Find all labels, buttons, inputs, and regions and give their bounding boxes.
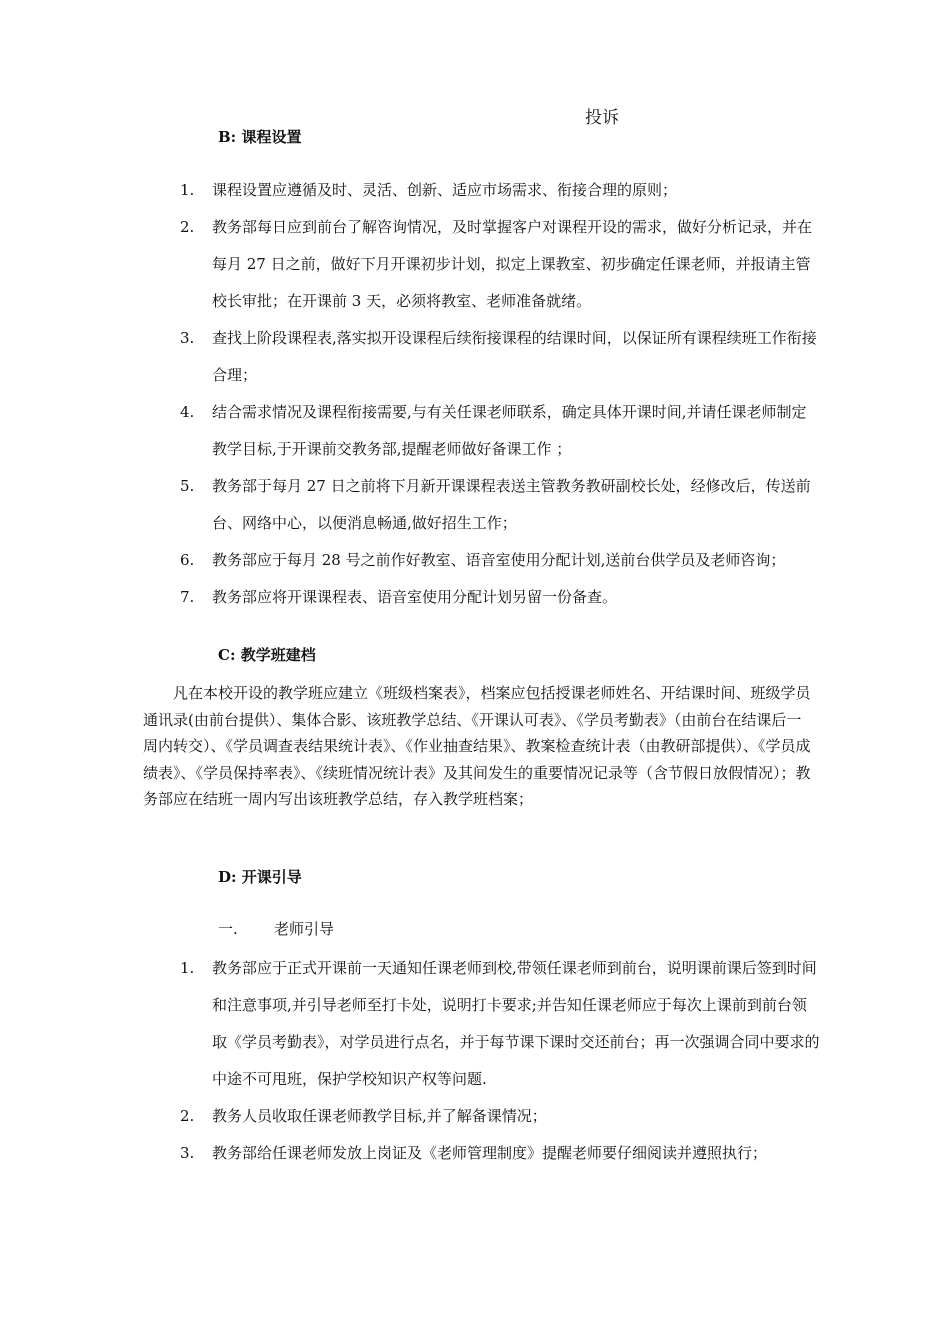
list-text: 课程设置应遵循及时、灵活、创新、适应市场需求、衔接合理的原则； [212, 181, 678, 199]
list-text: 结合需求情况及课程衔接需要,与有关任课老师联系，确定具体开课时间,并请任课老师制定教学目标,于开课前交教务部,提醒老师做好备课工作 ； [212, 403, 807, 458]
list-text: 教务部应于每月 28 号之前作好教室、语音室使用分配计划,送前台供学员及老师咨询； [212, 551, 786, 569]
list-text: 教务部应将开课课程表、语音室使用分配计划另留一份备查。 [212, 588, 618, 606]
section-d-list [180, 950, 820, 1172]
subsection-number: 一. [218, 920, 238, 938]
list-item [180, 950, 820, 1098]
list-number: 1. [180, 181, 195, 199]
list-number: 1. [180, 959, 195, 977]
list-item [180, 542, 820, 579]
section-b-list [180, 172, 820, 616]
list-number: 3. [180, 1144, 195, 1162]
list-item [180, 172, 820, 209]
list-number: 2. [180, 1107, 195, 1125]
list-number: 4. [180, 403, 195, 421]
list-text: 查找上阶段课程表,落实拟开设课程后续衔接课程的结课时间，以保证所有课程续班工作衔接合理； [212, 329, 817, 384]
subsection-title: 老师引导 [274, 920, 335, 938]
section-d-heading: D: 开课引导 [218, 868, 302, 886]
list-text: 教务部给任课老师发放上岗证及《老师管理制度》提醒老师要仔细阅读并遵照执行； [212, 1144, 768, 1162]
section-b-heading: B: 课程设置 [218, 128, 302, 146]
list-number: 2. [180, 218, 195, 236]
list-item [180, 468, 820, 542]
list-item [180, 209, 820, 320]
list-number: 3. [180, 329, 195, 347]
list-item [180, 320, 820, 394]
list-text: 教务部每日应到前台了解咨询情况，及时掌握客户对课程开设的需求，做好分析记录，并在每月 27 日之前，做好下月开课初步计划，拟定上课教室、初步确定任课老师，并报请主管校长审批；在开课前 3 天，必须将教室、老师准备就绪。 [212, 218, 813, 310]
list-text: 教务部于每月 27 日之前将下月新开课课程表送主管教务教研副校长处，经修改后，传送前台、网络中心，以便消息畅通,做好招生工作； [212, 477, 811, 532]
page-title: 投诉 [585, 108, 619, 128]
section-c-heading: C: 教学班建档 [218, 646, 316, 664]
list-text: 教务人员收取任课老师教学目标,并了解备课情况； [212, 1107, 547, 1125]
section-c-paragraph: 凡在本校开设的教学班应建立《班级档案表》，档案应包括授课老师姓名、开结课时间、班级学员通讯录(由前台提供）、集体合影、该班教学总结、《开课认可表》、《学员考勤表》（由前台在结课后一周内转交）、《学员调查表结果统计表》、《作业抽查结果》、教案检查统计表（由教研部提供）、《学员成绩表》、《学员保持率表》、《续班情况统计表》及其间发生的重要情况记录等（含节假日放假情况）；教务部应在结班一周内写出该班教学总结，存入教学班档案； [143, 684, 811, 808]
list-item [180, 394, 820, 468]
list-item [180, 1135, 820, 1172]
list-item [180, 579, 820, 616]
subsection-heading [218, 918, 334, 939]
list-item [180, 1098, 820, 1135]
list-number: 6. [180, 551, 195, 569]
list-text: 教务部应于正式开课前一天通知任课老师到校,带领任课老师到前台，说明课前课后签到时间和注意事项,并引导老师至打卡处，说明打卡要求;并告知任课老师应于每次上课前到前台领取《学员考勤表》，对学员进行点名，并于每节课下课时交还前台；再一次强调合同中要求的中途不可甩班，保护学校知识产权等问题. [212, 959, 820, 1088]
list-number: 5. [180, 477, 195, 495]
list-number: 7. [180, 588, 195, 606]
